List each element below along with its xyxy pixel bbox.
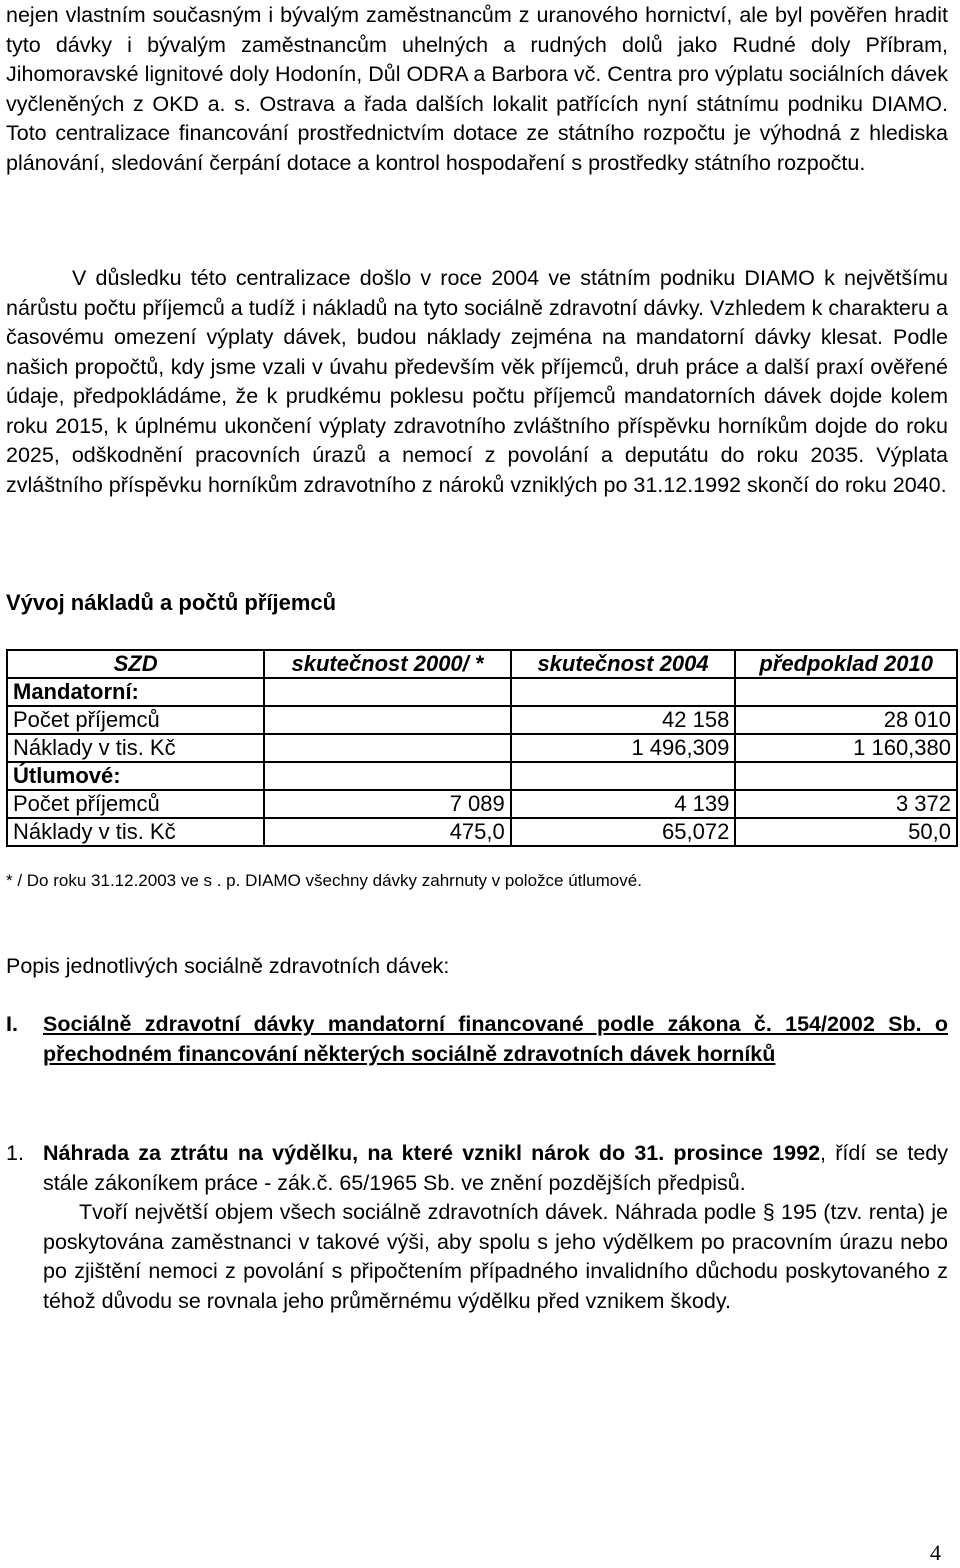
header-2010: předpoklad 2010 <box>735 650 957 678</box>
table-section-row <box>7 678 957 706</box>
paragraph-centralization: V důsledku této centralizace došlo v roce 2004 ve státním podniku DIAMO k největšímu nárůstu počtu příjemců a tudíž i nákladů na tyto sociálně zdravotní dávky. Vzhledem k charakteru a časovému omezení výplaty dávek, budou náklady zejména na mandatorní dávky klesat. Podle našich propočtů, kdy jsme vzali v úvahu především věk příjemců, druh práce a další praxí ověřené údaje, předpokládáme, že k prudkému poklesu počtu příjemců mandatorních dávek dojde kolem roku 2015, k úplnému ukončení výplaty zdravotního zvláštního příspěvku horníkům dojde do roku 2025, odškodnění pracovních úrazů a nemocí z povolání a deputátu do roku 2035. Výplata zvláštního příspěvku horníkům zdravotního z nároků vzniklých po 31.12.1992 skončí do roku 2040. <box>6 266 948 497</box>
header-szd: SZD <box>7 650 264 678</box>
paragraph-intro: nejen vlastním současným i bývalým zaměstnancům z uranového hornictví, ale byl pověřen hradit tyto dávky i bývalým zaměstnancům uhelných a rudných dolů jako Rudné doly Příbram, Jihomoravské lignitové doly Hodonín, Důl ODRA a Barbora vč. Centra pro výplatu sociálních dávek vyčleněných z OKD a. s. Ostrava a řada dalších lokalit patřících nyní státnímu podniku DIAMO. Toto centralizace financování prostřednictvím dotace ze státního rozpočtu je výhodná z hlediska plánování, sledování čerpání dotace a kontrol hospodaření s prostředky státního rozpočtu. <box>6 3 948 175</box>
section-number: I. <box>6 1012 18 1036</box>
cell-2004: 4 139 <box>511 790 736 818</box>
cell-2010: 1 160,380 <box>735 734 957 762</box>
row-label: Náklady v tis. Kč <box>7 818 264 846</box>
section-title: Sociálně zdravotní dávky mandatorní financované podle zákona č. 154/2002 Sb. o přechodném financování některých sociálně zdravotních dávek horníků <box>43 1012 948 1066</box>
item-text <box>43 1139 948 1198</box>
table-row <box>7 734 957 762</box>
header-2004: skutečnost 2004 <box>511 650 736 678</box>
table-section-row <box>7 762 957 790</box>
table-row <box>7 706 957 734</box>
row-label: Náklady v tis. Kč <box>7 734 264 762</box>
row-label: Počet příjemců <box>7 706 264 734</box>
page-number: 4 <box>930 1540 941 1565</box>
description-heading: Popis jednotlivých sociálně zdravotních dávek: <box>6 954 450 978</box>
table-row <box>7 818 957 846</box>
cell-2010: 50,0 <box>735 818 957 846</box>
table-heading: Vývoj nákladů a počtů příjemců <box>6 590 337 615</box>
item-paragraph: Tvoří největší objem všech sociálně zdravotních dávek. Náhrada podle § 195 (tzv. renta) je poskytována zaměstnanci v takové výši, aby spolu s jeho výdělkem po pracovním úrazu nebo po zjištění nemoci z povolání s připočtením případného invalidního důchodu poskytovaného z téhož důvodu se rovnala jeho průměrnému výdělku před vznikem škody. <box>43 1200 948 1313</box>
section-utlum: Útlumové: <box>7 762 264 790</box>
list-item <box>6 1139 948 1316</box>
item-bold-title: Náhrada za ztrátu na výdělku, na které vznikl nárok do 31. prosince 1992 <box>43 1141 821 1165</box>
cell-2000: 475,0 <box>264 818 511 846</box>
item-number: 1. <box>6 1141 24 1165</box>
cell-2000 <box>264 706 511 734</box>
table-header-row <box>7 650 957 678</box>
cell-2004: 1 496,309 <box>511 734 736 762</box>
row-label: Počet příjemců <box>7 790 264 818</box>
cell-2000 <box>264 734 511 762</box>
section-mandatory: Mandatorní: <box>7 678 264 706</box>
item-rest: , řídí se tedy stále zákoníkem práce - zák.č. 65/1965 Sb. ve znění pozdějších předpisů. <box>43 1141 948 1195</box>
cell-2010: 28 010 <box>735 706 957 734</box>
cell-2004: 65,072 <box>511 818 736 846</box>
section-1 <box>6 1010 948 1069</box>
cell-2004: 42 158 <box>511 706 736 734</box>
cell-2000: 7 089 <box>264 790 511 818</box>
table-footnote: * / Do roku 31.12.2003 ve s . p. DIAMO všechny dávky zahrnuty v položce útlumové. <box>6 871 642 890</box>
cell-2010: 3 372 <box>735 790 957 818</box>
table-row <box>7 790 957 818</box>
header-2000: skutečnost 2000/ * <box>264 650 511 678</box>
costs-table <box>6 649 958 847</box>
